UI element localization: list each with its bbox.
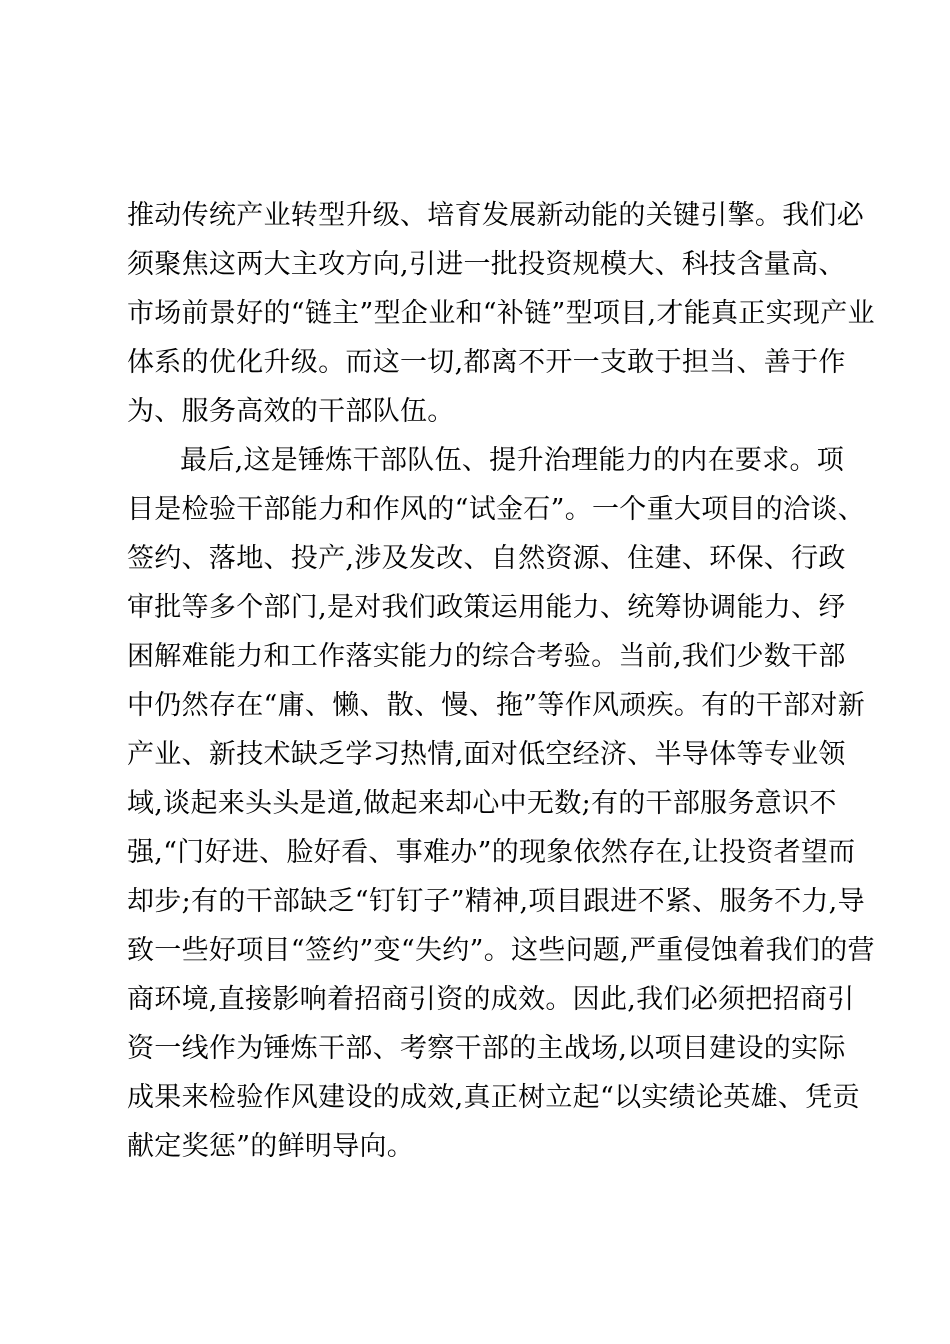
- paragraph-line: 致一些好项目“签约”变“失约”。这些问题,严重侵蚀着我们的营: [127, 935, 875, 966]
- paragraph-line: 商环境,直接影响着招商引资的成效。因此,我们必须把招商引: [127, 984, 855, 1015]
- paragraph-line: 市场前景好的“链主”型企业和“补链”型项目,才能真正实现产业: [127, 298, 875, 329]
- paragraph-line: 最后,这是锤炼干部队伍、提升治理能力的内在要求。项: [180, 445, 845, 476]
- paragraph-line: 目是检验干部能力和作风的“试金石”。一个重大项目的洽谈、: [127, 494, 866, 525]
- paragraph-line: 献定奖惩”的鲜明导向。: [127, 1131, 415, 1162]
- paragraph-line: 体系的优化升级。而这一切,都离不开一支敢于担当、善于作: [127, 347, 846, 378]
- paragraph-line: 签约、落地、投产,涉及发改、自然资源、住建、环保、行政: [127, 543, 846, 574]
- paragraph-line: 中仍然存在“庸、懒、散、慢、拖”等作风顽疾。有的干部对新: [127, 690, 866, 721]
- paragraph-line: 产业、新技术缺乏学习热情,面对低空经济、半导体等专业领: [127, 739, 846, 770]
- paragraph-line: 推动传统产业转型升级、培育发展新动能的关键引擎。我们必: [127, 200, 865, 231]
- paragraph-line: 为、服务高效的干部队伍。: [127, 396, 455, 427]
- paragraph-line: 强,“门好进、脸好看、事难办”的现象依然存在,让投资者望而: [127, 837, 856, 868]
- paragraph-line: 域,谈起来头头是道,做起来却心中无数;有的干部服务意识不: [127, 788, 837, 819]
- paragraph-line: 须聚焦这两大主攻方向,引进一批投资规模大、科技含量高、: [127, 249, 846, 280]
- paragraph-line: 审批等多个部门,是对我们政策运用能力、统筹协调能力、纾: [127, 592, 846, 623]
- paragraph-line: 资一线作为锤炼干部、考察干部的主战场,以项目建设的实际: [127, 1033, 846, 1064]
- paragraph-line: 成果来检验作风建设的成效,真正树立起“以实绩论英雄、凭贡: [127, 1082, 860, 1113]
- paragraph-line: 却步;有的干部缺乏“钉钉子”精神,项目跟进不紧、服务不力,导: [127, 886, 865, 917]
- paragraph-line: 困解难能力和工作落实能力的综合考验。当前,我们少数干部: [127, 641, 846, 672]
